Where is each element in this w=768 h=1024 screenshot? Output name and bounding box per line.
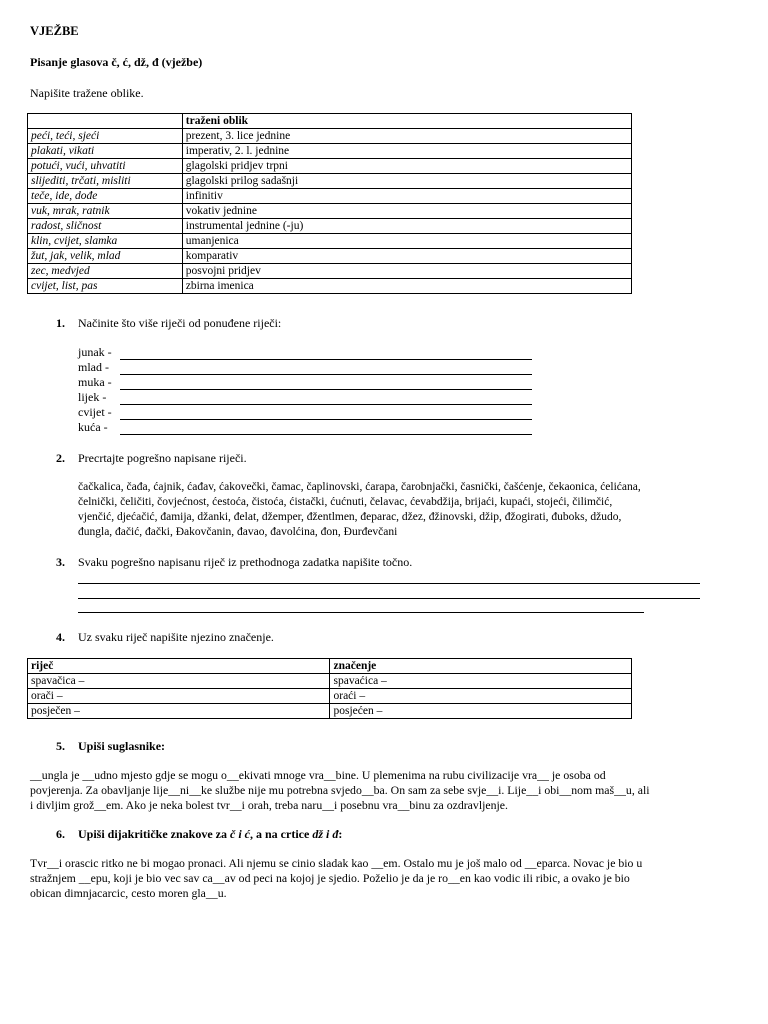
table-row bbox=[28, 174, 632, 189]
task6-text-line: Tvr__i orascic ritko ne bi mogao pronaci. Ali njemu se cinio sladak kao __em. Ostalo mu je još malo od __eparca. Novac je bio u bbox=[30, 856, 643, 870]
task1-word-label: mlad - bbox=[78, 360, 109, 374]
table-row bbox=[28, 144, 632, 159]
task2-words-line: čelnički, čeličiti, čovjećnost, ćestoća, čistoća, ćistački, ćućnuti, čelavac, ćevabdžija, brijaći, kupaći, stojeći, čilimčić, bbox=[78, 496, 613, 508]
header-cell-word: riječ bbox=[28, 659, 330, 674]
task1-word-label: cvijet - bbox=[78, 405, 112, 419]
task2-words-line: đungla, đačić, đački, Đakovčanin, đavao, đavolćina, đon, Đurđevčani bbox=[78, 526, 398, 538]
word-cell: teče, ide, dođe bbox=[28, 189, 183, 204]
answer-line[interactable] bbox=[120, 423, 532, 435]
word-cell: klin, cvijet, slamka bbox=[28, 234, 183, 249]
task1-row-muka bbox=[78, 375, 532, 390]
task6-title-dz: dž i đ bbox=[312, 827, 339, 841]
header-cell-meaning: značenje bbox=[330, 659, 632, 674]
meaning-table-header bbox=[28, 659, 632, 674]
task1-word-label: muka - bbox=[78, 375, 112, 389]
task1-row-cvijet bbox=[78, 405, 532, 420]
answer-line[interactable] bbox=[120, 378, 532, 390]
form-cell: infinitiv bbox=[182, 189, 631, 204]
form-cell: imperativ, 2. l. jednine bbox=[182, 144, 631, 159]
table-row bbox=[28, 159, 632, 174]
table-row bbox=[28, 674, 632, 689]
answer-line[interactable] bbox=[120, 363, 532, 375]
task4-text: Uz svaku riječ napišite njezino značenje. bbox=[78, 630, 274, 644]
word-cell: slijediti, trčati, misliti bbox=[28, 174, 183, 189]
word-cell[interactable]: posječen – bbox=[28, 704, 330, 719]
forms-table bbox=[27, 113, 632, 294]
word-cell: zec, medvjed bbox=[28, 264, 183, 279]
word-cell: potući, vući, uhvatiti bbox=[28, 159, 183, 174]
task6-text-line: stražnjem __epu, koji je bio vec sav ca__av od peci na kojoj je sjedio. Poželio je da je ro__en kao vodic ili ribic, a ovako je bio bbox=[30, 871, 630, 885]
form-cell: zbirna imenica bbox=[182, 279, 631, 294]
task5-title: Upiši suglasnike: bbox=[78, 739, 166, 753]
task4-number: 4. bbox=[56, 630, 65, 644]
word-cell: cvijet, list, pas bbox=[28, 279, 183, 294]
form-cell: posvojni pridjev bbox=[182, 264, 631, 279]
form-cell: vokativ jednine bbox=[182, 204, 631, 219]
task5-text-line: povjerenja. Za obavljanje lije__ni__ke službe nije mu potrebna svjedo__ba. On sam za sebe svje__i. Lije__i obi__nom maš__u, ali bbox=[30, 783, 650, 797]
word-cell[interactable]: orači – bbox=[28, 689, 330, 704]
form-cell: instrumental jednine (-ju) bbox=[182, 219, 631, 234]
task2-words-line: vjenčić, djećačić, đamija, džanki, đelat, džemper, đžentlmen, đeparac, džez, đžinovski, džip, đžogirati, đuboks, džudo, bbox=[78, 511, 622, 523]
form-cell: komparativ bbox=[182, 249, 631, 264]
word-cell: vuk, mrak, ratnik bbox=[28, 204, 183, 219]
table-row bbox=[28, 689, 632, 704]
task6-title bbox=[78, 827, 342, 842]
task1-number: 1. bbox=[56, 316, 65, 330]
instruction-text: Napišite tražene oblike. bbox=[30, 86, 144, 100]
meaning-cell[interactable]: oraći – bbox=[330, 689, 632, 704]
task2-text: Precrtajte pogrešno napisane riječi. bbox=[78, 451, 247, 465]
task5-number: 5. bbox=[56, 739, 65, 753]
word-cell[interactable]: spavačica – bbox=[28, 674, 330, 689]
answer-line[interactable] bbox=[120, 348, 532, 360]
task1-word-label: lijek - bbox=[78, 390, 107, 404]
table-row bbox=[28, 704, 632, 719]
table-row bbox=[28, 204, 632, 219]
answer-line[interactable] bbox=[120, 408, 532, 420]
answer-line[interactable] bbox=[78, 612, 644, 613]
word-cell: žut, jak, velik, mlad bbox=[28, 249, 183, 264]
task1-text: Načinite što više riječi od ponuđene riječi: bbox=[78, 316, 282, 330]
answer-line[interactable] bbox=[78, 598, 700, 599]
task5-text-line: __ungla je __udno mjesto gdje se mogu o__ekivati mnoge vra__bine. U plemenima na rubu civilizacije vra__ je osoba od bbox=[30, 768, 606, 782]
meaning-cell[interactable]: posjećen – bbox=[330, 704, 632, 719]
task1-row-junak bbox=[78, 345, 532, 360]
answer-line[interactable] bbox=[120, 393, 532, 405]
task6-title-end: : bbox=[338, 827, 343, 841]
form-cell: prezent, 3. lice jednine bbox=[182, 129, 631, 144]
meaning-cell[interactable]: spavaćica – bbox=[330, 674, 632, 689]
forms-table-header bbox=[28, 114, 632, 129]
form-cell: umanjenica bbox=[182, 234, 631, 249]
table-row bbox=[28, 189, 632, 204]
task5-text-line: i divljim grož__em. Ako je neka bolest tvr__i orah, treba naru__i posebnu vra__binu za ozdravljenje. bbox=[30, 798, 508, 812]
meaning-table bbox=[27, 658, 632, 719]
page-heading: VJEŽBE bbox=[30, 24, 79, 38]
task2-words-line: čačkalica, čađa, ćajnik, ćađav, ćakovečki, čamac, čaplinovski, ćarapa, čarobnjački, časnički, čašćenje, čekaonica, ćelićana, bbox=[78, 481, 641, 493]
table-row bbox=[28, 279, 632, 294]
task6-title-mid: , a na crtice bbox=[250, 827, 313, 841]
task6-number: 6. bbox=[56, 827, 65, 841]
task3-text: Svaku pogrešno napisanu riječ iz prethodnoga zadatka napišite točno. bbox=[78, 555, 413, 569]
word-cell: peći, teći, sjeći bbox=[28, 129, 183, 144]
table-row bbox=[28, 249, 632, 264]
task1-row-kuca bbox=[78, 420, 532, 435]
table-row bbox=[28, 129, 632, 144]
task6-title-pre: Upiši dijakritičke znakove za bbox=[78, 827, 230, 841]
table-row bbox=[28, 219, 632, 234]
task6-title-c: č i ć bbox=[230, 827, 250, 841]
table-row bbox=[28, 264, 632, 279]
task6-text-line: obican dimnjacarcic, cesto moren gla__u. bbox=[30, 886, 227, 900]
task3-number: 3. bbox=[56, 555, 65, 569]
form-cell: glagolski pridjev trpni bbox=[182, 159, 631, 174]
task1-word-label: kuća - bbox=[78, 420, 108, 434]
task1-row-mlad bbox=[78, 360, 532, 375]
answer-line[interactable] bbox=[78, 583, 700, 584]
forms-header-cell-form: traženi oblik bbox=[182, 114, 631, 129]
form-cell: glagolski prilog sadašnji bbox=[182, 174, 631, 189]
task1-word-label: junak - bbox=[78, 345, 112, 359]
word-cell: radost, sličnost bbox=[28, 219, 183, 234]
forms-header-cell-empty bbox=[28, 114, 183, 129]
task2-number: 2. bbox=[56, 451, 65, 465]
task1-row-lijek bbox=[78, 390, 532, 405]
table-row bbox=[28, 234, 632, 249]
section-subheading: Pisanje glasova č, ć, dž, đ (vježbe) bbox=[30, 55, 203, 69]
word-cell: plakati, vikati bbox=[28, 144, 183, 159]
